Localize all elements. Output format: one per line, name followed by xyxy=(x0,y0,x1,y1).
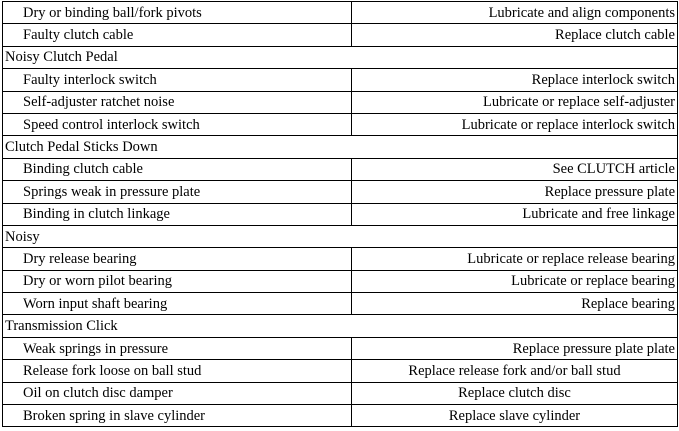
section-header-row xyxy=(3,46,678,68)
action-cell: Lubricate and free linkage xyxy=(352,203,678,225)
section-header: Transmission Click xyxy=(3,315,678,337)
action-cell: Replace bearing xyxy=(352,293,678,315)
table-row xyxy=(3,181,678,203)
cause-cell: Dry release bearing xyxy=(3,248,352,270)
table-row xyxy=(3,91,678,113)
cause-cell: Dry or binding ball/fork pivots xyxy=(3,2,352,24)
table-row xyxy=(3,337,678,359)
section-header-row xyxy=(3,136,678,158)
table-row xyxy=(3,382,678,404)
table-row xyxy=(3,270,678,292)
action-cell: Replace pressure plate plate xyxy=(352,337,678,359)
cause-cell: Worn input shaft bearing xyxy=(3,293,352,315)
action-cell: Replace slave cylinder xyxy=(352,405,678,427)
action-cell: Replace clutch cable xyxy=(352,24,678,46)
cause-cell: Springs weak in pressure plate xyxy=(3,181,352,203)
section-header: Clutch Pedal Sticks Down xyxy=(3,136,678,158)
cause-cell: Weak springs in pressure xyxy=(3,337,352,359)
table-row xyxy=(3,203,678,225)
table-row xyxy=(3,360,678,382)
action-cell: Replace pressure plate xyxy=(352,181,678,203)
troubleshooting-table xyxy=(2,1,678,427)
table-row xyxy=(3,24,678,46)
action-cell: Replace interlock switch xyxy=(352,69,678,91)
cause-cell: Broken spring in slave cylinder xyxy=(3,405,352,427)
cause-cell: Binding clutch cable xyxy=(3,158,352,180)
action-cell: Lubricate or replace bearing xyxy=(352,270,678,292)
section-header: Noisy xyxy=(3,225,678,247)
action-cell: Lubricate or replace interlock switch xyxy=(352,113,678,135)
table-row xyxy=(3,248,678,270)
cause-cell: Binding in clutch linkage xyxy=(3,203,352,225)
table-row xyxy=(3,158,678,180)
cause-cell: Faulty interlock switch xyxy=(3,69,352,91)
section-header-row xyxy=(3,315,678,337)
troubleshooting-table-body xyxy=(3,2,678,427)
action-cell: See CLUTCH article xyxy=(352,158,678,180)
cause-cell: Oil on clutch disc damper xyxy=(3,382,352,404)
cause-cell: Release fork loose on ball stud xyxy=(3,360,352,382)
action-cell: Lubricate or replace release bearing xyxy=(352,248,678,270)
cause-cell: Dry or worn pilot bearing xyxy=(3,270,352,292)
cause-cell: Faulty clutch cable xyxy=(3,24,352,46)
table-row xyxy=(3,293,678,315)
action-cell: Lubricate and align components xyxy=(352,2,678,24)
cause-cell: Self-adjuster ratchet noise xyxy=(3,91,352,113)
section-header: Noisy Clutch Pedal xyxy=(3,46,678,68)
table-row xyxy=(3,113,678,135)
action-cell: Replace clutch disc xyxy=(352,382,678,404)
cause-cell: Speed control interlock switch xyxy=(3,113,352,135)
action-cell: Lubricate or replace self-adjuster xyxy=(352,91,678,113)
section-header-row xyxy=(3,225,678,247)
action-cell: Replace release fork and/or ball stud xyxy=(352,360,678,382)
table-row xyxy=(3,69,678,91)
table-row xyxy=(3,405,678,427)
table-row xyxy=(3,2,678,24)
